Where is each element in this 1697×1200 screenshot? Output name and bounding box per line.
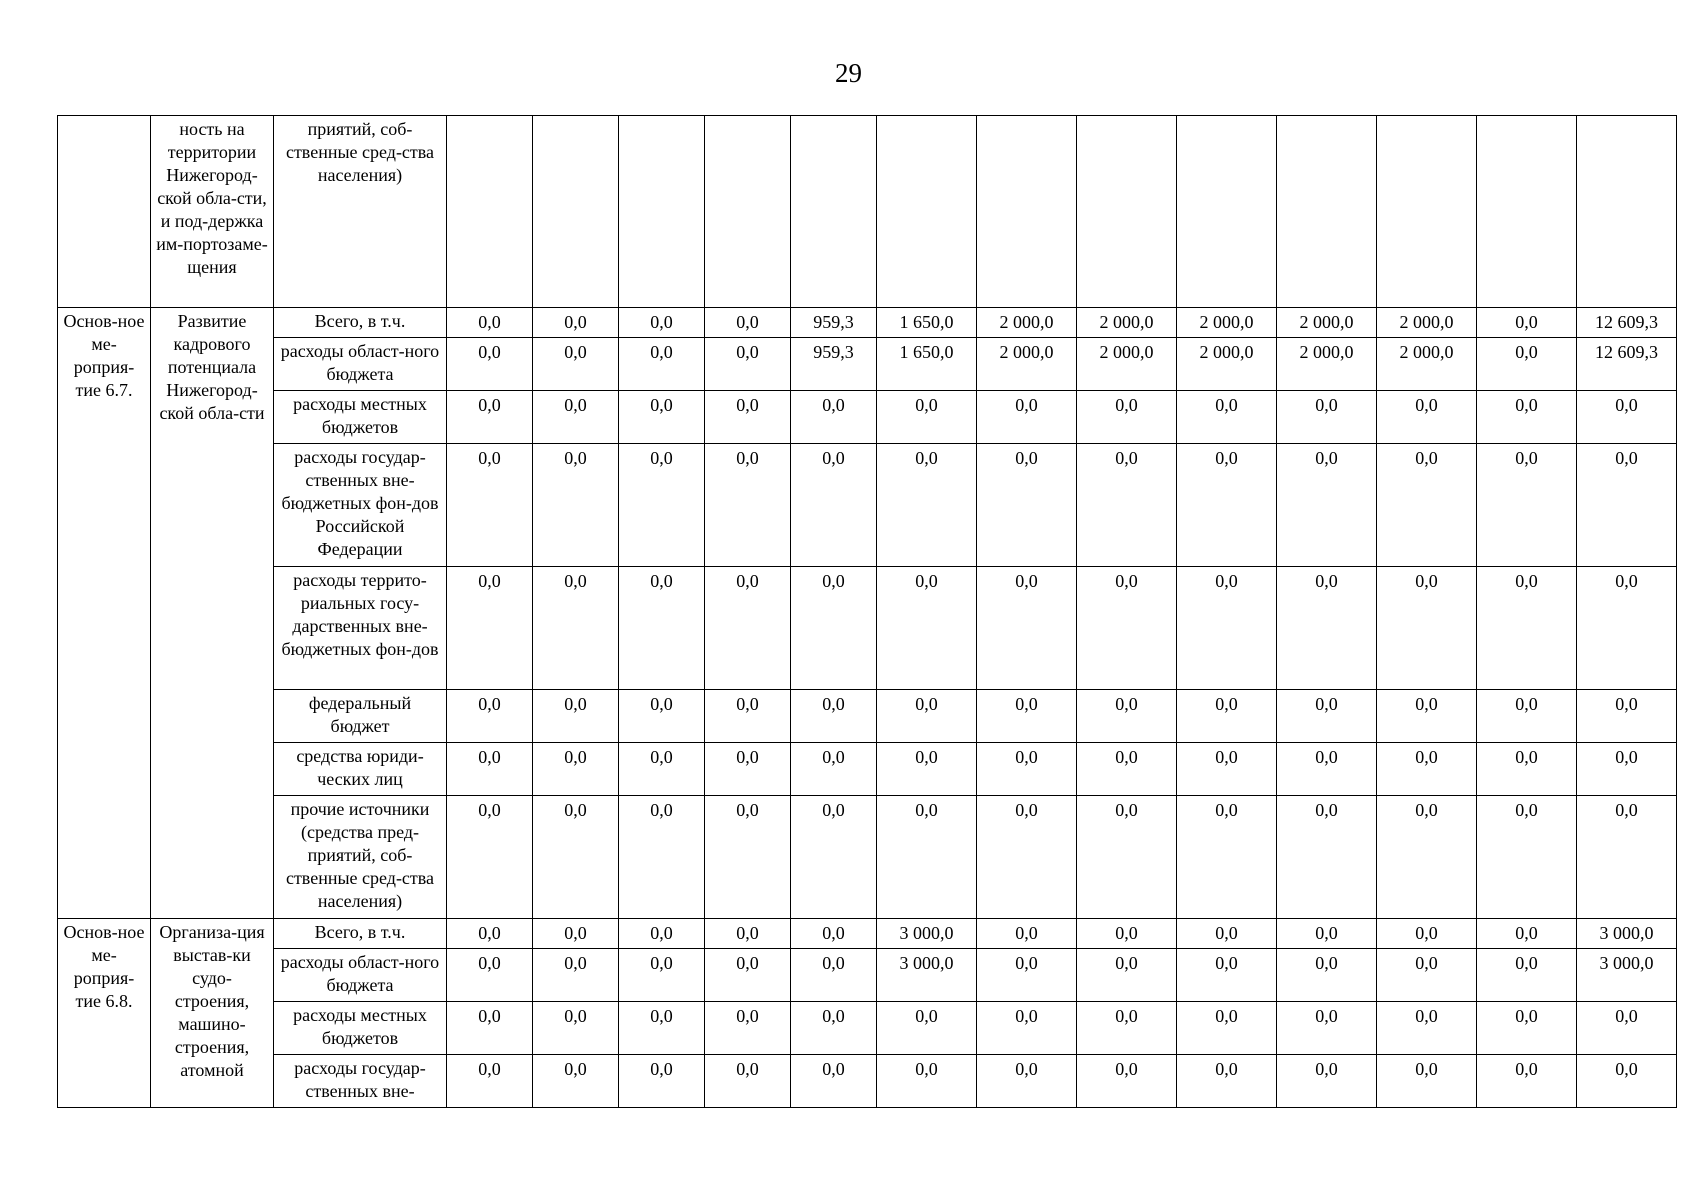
- value-cell: 0,0: [1077, 444, 1177, 567]
- value-cell: 0,0: [705, 391, 791, 444]
- value-cell: 0,0: [791, 796, 877, 919]
- value-cell: 0,0: [533, 1002, 619, 1055]
- page-number: 29: [835, 58, 862, 88]
- value-cell: 0,0: [705, 919, 791, 949]
- value-cell: 0,0: [1377, 444, 1477, 567]
- value-cell: 0,0: [791, 567, 877, 690]
- value-cell: 3 000,0: [877, 919, 977, 949]
- value-cell: 0,0: [619, 919, 705, 949]
- value-cell: 0,0: [447, 567, 533, 690]
- value-cell: 0,0: [1077, 1055, 1177, 1108]
- value-cell: 0,0: [977, 690, 1077, 743]
- value-cell: 0,0: [1277, 1055, 1377, 1108]
- value-cell: 0,0: [705, 1055, 791, 1108]
- value-cell: [447, 116, 533, 308]
- table-row: [58, 796, 1677, 919]
- value-cell: 0,0: [1577, 1055, 1677, 1108]
- value-cell: 0,0: [1077, 919, 1177, 949]
- funding-table: [57, 115, 1677, 1108]
- value-cell: [1477, 116, 1577, 308]
- value-cell: 0,0: [1477, 1055, 1577, 1108]
- event-label-cell: Основ-ное ме-роприя-тие 6.8.: [58, 919, 151, 1108]
- value-cell: 12 609,3: [1577, 338, 1677, 391]
- value-cell: 0,0: [977, 1002, 1077, 1055]
- value-cell: 0,0: [533, 796, 619, 919]
- value-cell: 0,0: [1077, 1002, 1177, 1055]
- value-cell: 0,0: [1077, 391, 1177, 444]
- value-cell: 0,0: [977, 391, 1077, 444]
- value-cell: 959,3: [791, 338, 877, 391]
- value-cell: [1077, 116, 1177, 308]
- value-cell: 0,0: [705, 338, 791, 391]
- value-cell: 0,0: [977, 949, 1077, 1002]
- value-cell: 0,0: [977, 796, 1077, 919]
- value-cell: 0,0: [1477, 690, 1577, 743]
- table-row: [58, 567, 1677, 690]
- value-cell: 0,0: [1177, 1002, 1277, 1055]
- value-cell: 0,0: [1177, 690, 1277, 743]
- table-row: [58, 308, 1677, 338]
- value-cell: 0,0: [1377, 1002, 1477, 1055]
- value-cell: 0,0: [1077, 743, 1177, 796]
- value-cell: 0,0: [619, 338, 705, 391]
- value-cell: 0,0: [1277, 949, 1377, 1002]
- value-cell: 2 000,0: [1077, 338, 1177, 391]
- table-row: [58, 391, 1677, 444]
- table-row: [58, 1002, 1677, 1055]
- value-cell: 0,0: [977, 567, 1077, 690]
- value-cell: 0,0: [791, 1002, 877, 1055]
- source-cell: Всего, в т.ч.: [274, 308, 447, 338]
- value-cell: 0,0: [977, 919, 1077, 949]
- value-cell: 0,0: [1177, 567, 1277, 690]
- value-cell: 0,0: [1477, 919, 1577, 949]
- value-cell: 2 000,0: [1177, 308, 1277, 338]
- value-cell: 0,0: [1177, 796, 1277, 919]
- value-cell: 0,0: [533, 444, 619, 567]
- value-cell: 0,0: [1277, 567, 1377, 690]
- value-cell: 2 000,0: [977, 338, 1077, 391]
- value-cell: 0,0: [533, 391, 619, 444]
- event-label-cell: Основ-ное ме-роприя-тие 6.7.: [58, 308, 151, 919]
- value-cell: 0,0: [533, 567, 619, 690]
- value-cell: 0,0: [1277, 796, 1377, 919]
- value-cell: 0,0: [1477, 444, 1577, 567]
- value-cell: 0,0: [447, 796, 533, 919]
- value-cell: 0,0: [977, 1055, 1077, 1108]
- value-cell: 0,0: [1477, 743, 1577, 796]
- value-cell: 0,0: [877, 743, 977, 796]
- value-cell: [1177, 116, 1277, 308]
- source-cell: федеральный бюджет: [274, 690, 447, 743]
- value-cell: 0,0: [447, 391, 533, 444]
- source-cell: расходы област-ного бюджета: [274, 949, 447, 1002]
- value-cell: 0,0: [619, 1055, 705, 1108]
- value-cell: 0,0: [1577, 1002, 1677, 1055]
- value-cell: 0,0: [1077, 567, 1177, 690]
- value-cell: 0,0: [1277, 919, 1377, 949]
- source-cell: расходы государ-ственных вне-: [274, 1055, 447, 1108]
- source-cell: расходы террито-риальных госу-дарственных вне-бюджетных фон-дов: [274, 567, 447, 690]
- table-row: [58, 919, 1677, 949]
- value-cell: 0,0: [1277, 743, 1377, 796]
- value-cell: 0,0: [447, 743, 533, 796]
- value-cell: 2 000,0: [1277, 338, 1377, 391]
- value-cell: 0,0: [1177, 1055, 1277, 1108]
- value-cell: 0,0: [877, 1055, 977, 1108]
- value-cell: 0,0: [1177, 919, 1277, 949]
- value-cell: 0,0: [1477, 567, 1577, 690]
- value-cell: 0,0: [877, 690, 977, 743]
- value-cell: 0,0: [705, 567, 791, 690]
- value-cell: 0,0: [447, 338, 533, 391]
- value-cell: 0,0: [1577, 567, 1677, 690]
- value-cell: 0,0: [447, 308, 533, 338]
- value-cell: 0,0: [619, 690, 705, 743]
- value-cell: 0,0: [619, 444, 705, 567]
- value-cell: 0,0: [1077, 949, 1177, 1002]
- value-cell: 0,0: [1077, 690, 1177, 743]
- event-name-cell: Организа-ция выстав-ки судо-строения, машино-строения, атомной: [151, 919, 274, 1108]
- value-cell: 0,0: [1377, 919, 1477, 949]
- value-cell: 0,0: [791, 690, 877, 743]
- value-cell: 0,0: [877, 391, 977, 444]
- table-row: [58, 1055, 1677, 1108]
- table-row: [58, 338, 1677, 391]
- value-cell: 0,0: [1377, 1055, 1477, 1108]
- event-name-cell: Развитие кадрового потенциала Нижегород-ской обла-сти: [151, 308, 274, 919]
- value-cell: 0,0: [1277, 1002, 1377, 1055]
- value-cell: 0,0: [877, 567, 977, 690]
- value-cell: 0,0: [1477, 391, 1577, 444]
- value-cell: 0,0: [791, 444, 877, 567]
- value-cell: 1 650,0: [877, 308, 977, 338]
- value-cell: 0,0: [1477, 796, 1577, 919]
- value-cell: 0,0: [705, 949, 791, 1002]
- value-cell: 2 000,0: [1277, 308, 1377, 338]
- value-cell: 0,0: [791, 391, 877, 444]
- value-cell: 3 000,0: [1577, 919, 1677, 949]
- value-cell: 2 000,0: [1377, 308, 1477, 338]
- value-cell: [533, 116, 619, 308]
- value-cell: 0,0: [977, 444, 1077, 567]
- value-cell: [1377, 116, 1477, 308]
- value-cell: 0,0: [1077, 796, 1177, 919]
- value-cell: 2 000,0: [1077, 308, 1177, 338]
- value-cell: [1577, 116, 1677, 308]
- value-cell: 0,0: [1477, 338, 1577, 391]
- value-cell: 0,0: [447, 690, 533, 743]
- value-cell: 0,0: [533, 308, 619, 338]
- value-cell: 0,0: [1577, 391, 1677, 444]
- source-cell: расходы местных бюджетов: [274, 1002, 447, 1055]
- table-row: [58, 690, 1677, 743]
- value-cell: 3 000,0: [877, 949, 977, 1002]
- value-cell: 0,0: [619, 308, 705, 338]
- value-cell: 0,0: [705, 308, 791, 338]
- value-cell: 0,0: [533, 919, 619, 949]
- value-cell: 0,0: [1177, 949, 1277, 1002]
- value-cell: 0,0: [877, 1002, 977, 1055]
- value-cell: 0,0: [877, 444, 977, 567]
- value-cell: 0,0: [1377, 690, 1477, 743]
- value-cell: 2 000,0: [977, 308, 1077, 338]
- table-row: [58, 949, 1677, 1002]
- table-row: [58, 743, 1677, 796]
- value-cell: 0,0: [1577, 690, 1677, 743]
- value-cell: 0,0: [619, 949, 705, 1002]
- value-cell: 0,0: [705, 743, 791, 796]
- value-cell: [977, 116, 1077, 308]
- source-cell: расходы местных бюджетов: [274, 391, 447, 444]
- event-name-cell: ность на территории Нижегород-ской обла-сти, и под-держка им-портозаме-щения: [151, 116, 274, 308]
- value-cell: 0,0: [1577, 743, 1677, 796]
- value-cell: 0,0: [447, 919, 533, 949]
- value-cell: 0,0: [705, 690, 791, 743]
- value-cell: 0,0: [1577, 444, 1677, 567]
- value-cell: 0,0: [1377, 743, 1477, 796]
- value-cell: 0,0: [447, 1002, 533, 1055]
- table-row: [58, 444, 1677, 567]
- value-cell: 0,0: [1477, 1002, 1577, 1055]
- event-label-cell: [58, 116, 151, 308]
- value-cell: 0,0: [1277, 391, 1377, 444]
- value-cell: 0,0: [791, 949, 877, 1002]
- source-cell: прочие источники (средства пред-приятий, соб-ственные сред-ства населения): [274, 796, 447, 919]
- value-cell: 0,0: [1177, 444, 1277, 567]
- value-cell: 0,0: [705, 444, 791, 567]
- value-cell: [877, 116, 977, 308]
- value-cell: [619, 116, 705, 308]
- value-cell: 0,0: [1277, 690, 1377, 743]
- source-cell: средства юриди-ческих лиц: [274, 743, 447, 796]
- value-cell: 0,0: [533, 743, 619, 796]
- value-cell: 959,3: [791, 308, 877, 338]
- value-cell: 0,0: [705, 796, 791, 919]
- source-cell: приятий, соб-ственные сред-ства населения): [274, 116, 447, 308]
- value-cell: 0,0: [619, 391, 705, 444]
- value-cell: 12 609,3: [1577, 308, 1677, 338]
- value-cell: [1277, 116, 1377, 308]
- source-cell: расходы област-ного бюджета: [274, 338, 447, 391]
- value-cell: 0,0: [791, 1055, 877, 1108]
- value-cell: 0,0: [1177, 391, 1277, 444]
- value-cell: [705, 116, 791, 308]
- value-cell: 3 000,0: [1577, 949, 1677, 1002]
- value-cell: 0,0: [533, 690, 619, 743]
- value-cell: 2 000,0: [1177, 338, 1277, 391]
- value-cell: 0,0: [791, 743, 877, 796]
- value-cell: 0,0: [447, 444, 533, 567]
- value-cell: 0,0: [1477, 308, 1577, 338]
- value-cell: 0,0: [533, 338, 619, 391]
- value-cell: 0,0: [977, 743, 1077, 796]
- value-cell: 1 650,0: [877, 338, 977, 391]
- source-cell: Всего, в т.ч.: [274, 919, 447, 949]
- value-cell: 0,0: [447, 949, 533, 1002]
- value-cell: 0,0: [1377, 567, 1477, 690]
- value-cell: 0,0: [619, 796, 705, 919]
- value-cell: 0,0: [533, 1055, 619, 1108]
- value-cell: 0,0: [1377, 391, 1477, 444]
- value-cell: 0,0: [877, 796, 977, 919]
- value-cell: 0,0: [533, 949, 619, 1002]
- value-cell: 0,0: [1477, 949, 1577, 1002]
- value-cell: 0,0: [447, 1055, 533, 1108]
- value-cell: 0,0: [619, 743, 705, 796]
- value-cell: 0,0: [705, 1002, 791, 1055]
- value-cell: 0,0: [1577, 796, 1677, 919]
- table-row: [58, 116, 1677, 308]
- value-cell: 0,0: [1177, 743, 1277, 796]
- value-cell: 0,0: [619, 1002, 705, 1055]
- value-cell: 2 000,0: [1377, 338, 1477, 391]
- value-cell: [791, 116, 877, 308]
- source-cell: расходы государ-ственных вне-бюджетных фон-дов Российской Федерации: [274, 444, 447, 567]
- value-cell: 0,0: [1377, 949, 1477, 1002]
- value-cell: 0,0: [619, 567, 705, 690]
- value-cell: 0,0: [1277, 444, 1377, 567]
- value-cell: 0,0: [791, 919, 877, 949]
- value-cell: 0,0: [1377, 796, 1477, 919]
